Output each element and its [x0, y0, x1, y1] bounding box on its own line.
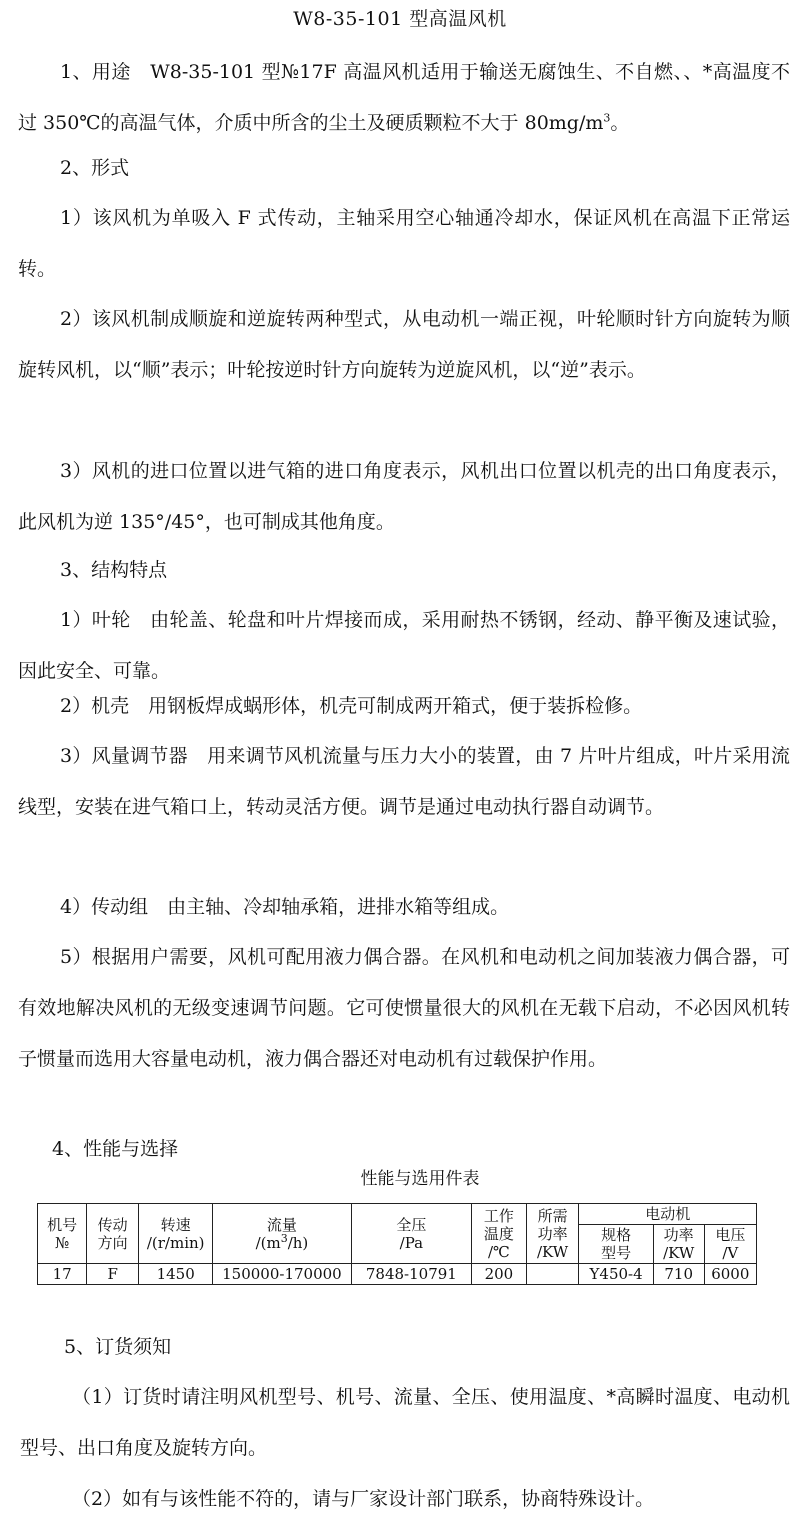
cell-motor-power: 710	[653, 1264, 704, 1285]
cell-required-power	[526, 1264, 579, 1285]
section-1-tail: 。	[610, 112, 630, 134]
performance-table	[37, 1203, 757, 1285]
cell-drive-direction: F	[87, 1264, 139, 1285]
section-1-superscript: 3	[603, 111, 611, 125]
section-2-paragraph-2: 2）该风机制成顺旋和逆旋转两种型式，从电动机一端正视，叶轮顺时针方向旋转为顺旋转风机，以“顺”表示；叶轮按逆时针方向旋转为逆旋风机，以“逆”表示。	[18, 308, 790, 381]
header-motor: 电动机	[579, 1204, 757, 1225]
table-caption: 性能与选用件表	[360, 1169, 480, 1189]
cell-total-pressure: 7848-10791	[351, 1264, 472, 1285]
header-motor-model: 规格 型号	[579, 1225, 653, 1264]
section-1-body: W8-35-101 型№17F 高温风机适用于输送无腐蚀生、不自燃、、*高温度不过 350℃的高温气体，介质中所含的尘土及硬质颗粒不大于 80mg/m	[18, 61, 790, 134]
header-required-power: 所需 功率 /KW	[526, 1204, 579, 1264]
section-5-paragraph-1: （1）订货时请注明风机型号、机号、流量、全压、使用温度、*高瞬时温度、电动机型号、出口角度及旋转方向。	[20, 1386, 790, 1459]
header-machine-no: 机号 №	[38, 1204, 87, 1264]
cell-speed: 1450	[139, 1264, 213, 1285]
header-flow: 流量 $/(m^3/h)$	[213, 1204, 351, 1264]
section-5-heading: 5、订货须知	[64, 1336, 172, 1358]
table-header-row-1	[38, 1204, 757, 1225]
document-title: W8-35-101 型高温风机	[293, 8, 507, 30]
header-working-temperature: 工作 温度 /℃	[472, 1204, 527, 1264]
cell-motor-model: Y450-4	[579, 1264, 653, 1285]
section-3-paragraph-4: 4）传动组 由主轴、冷却轴承箱，进排水箱等组成。	[60, 896, 510, 918]
section-1-paragraph	[18, 47, 790, 149]
cell-machine-no: 17	[38, 1264, 87, 1285]
header-drive-direction: 传动 方向	[87, 1204, 139, 1264]
section-4-heading: 4、性能与选择	[52, 1138, 179, 1160]
section-2-paragraph-1: 1）该风机为单吸入 F 式传动，主轴采用空心轴通冷却水，保证风机在高温下正常运转。	[18, 207, 790, 280]
section-2-paragraph-3: 3）风机的进口位置以进气箱的进口角度表示，风机出口位置以机壳的出口角度表示，此风机为逆 135°/45°，也可制成其他角度。	[18, 460, 790, 533]
section-3-paragraph-5: 5）根据用户需要，风机可配用液力偶合器。在风机和电动机之间加装液力偶合器，可有效地解决风机的无级变速调节问题。它可使惯量很大的风机在无载下启动，不必因风机转子惯量而选用大容量电动机，液力偶合器还对电动机有过载保护作用。	[18, 946, 790, 1070]
table-row	[38, 1264, 757, 1285]
section-2-heading: 2、形式	[60, 157, 130, 179]
section-1-heading: 1、用途	[60, 61, 131, 83]
section-5-paragraph-2: （2）如有与该性能不符的，请与厂家设计部门联系，协商特殊设计。	[72, 1488, 655, 1510]
cell-motor-voltage: 6000	[704, 1264, 756, 1285]
header-total-pressure: 全压 /Pa	[351, 1204, 472, 1264]
header-motor-power: 功率 /KW	[653, 1225, 704, 1264]
cell-flow: 150000-170000	[213, 1264, 351, 1285]
section-3-paragraph-2: 2）机壳 用钢板焊成蜗形体，机壳可制成两开箱式，便于装拆检修。	[60, 695, 643, 717]
cell-working-temperature: 200	[472, 1264, 527, 1285]
header-speed: 转速 /(r/min)	[139, 1204, 213, 1264]
header-motor-voltage: 电压 /V	[704, 1225, 756, 1264]
section-3-heading: 3、结构特点	[60, 559, 168, 581]
section-3-paragraph-1: 1）叶轮 由轮盖、轮盘和叶片焊接而成，采用耐热不锈钢，经动、静平衡及速试验，因此安全、可靠。	[18, 609, 790, 682]
section-3-paragraph-3: 3）风量调节器 用来调节风机流量与压力大小的装置，由 7 片叶片组成，叶片采用流线型，安装在进气箱口上，转动灵活方便。调节是通过电动执行器自动调节。	[18, 745, 790, 818]
